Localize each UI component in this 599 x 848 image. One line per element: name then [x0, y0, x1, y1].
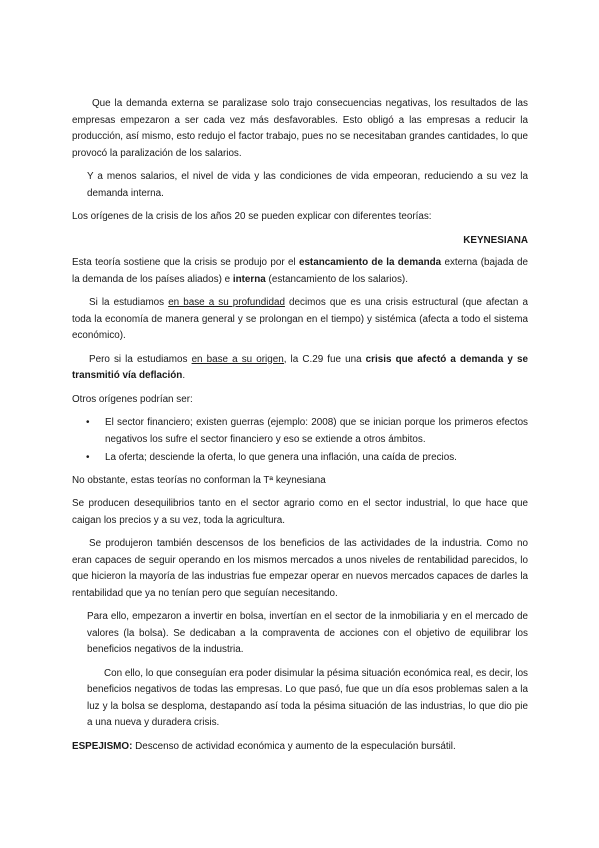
paragraph: Otros orígenes podrían ser: [72, 393, 193, 405]
text-run: Descenso de actividad económica y aumento de la especulación bursátil. [132, 740, 456, 752]
document-page [72, 96, 528, 762]
paragraph [72, 295, 528, 345]
text-run: (estancamiento de los salarios). [265, 273, 408, 285]
paragraph: Con ello, lo que conseguían era poder disimular la pésima situación económica real, es decir, los beneficios negativos de todas las empresas. Lo que pasó, fue que un día esos problemas salen a la luz y la bolsa se desploma, destapando así toda la pésima situación de las industrias, lo que dio pie a una nueva y duradera crisis. [87, 667, 528, 728]
list-item [72, 450, 528, 467]
paragraph: Los orígenes de la crisis de los años 20 se pueden explicar con diferentes teorías: [72, 211, 432, 222]
underlined-text: en base a su profundidad [168, 297, 285, 308]
bold-text: estancamiento de la demanda [298, 257, 442, 268]
text-run: Si la estudiamos [89, 297, 169, 308]
paragraph: No obstante, estas teorías no conforman la Tª keynesiana [72, 474, 326, 486]
section-heading: KEYNESIANA [463, 234, 528, 246]
paragraph: Se produjeron también descensos de los beneficios de las actividades de la industria. Como no eran capaces de seguir operando en los mismos mercados a unos niveles de rentabilidad parecidos, lo que hicieron la mayoría de las industrias fue empezar operar en nuevos mercados capaces de darles la rentabilidad que ya no tenían pero que seguían necesitando. [72, 538, 528, 599]
list-item-text: El sector financiero; existen guerras (ejemplo: 2008) que se inician porque los primeros efectos negativos los sufre el sector financiero y eso se extiende a otros ámbitos. [105, 417, 528, 445]
text-run: Pero si la estudiamos [89, 353, 192, 365]
paragraph [72, 739, 528, 756]
text-run: la C.29 fue una [286, 353, 366, 365]
bold-text: ESPEJISMO: [72, 740, 133, 752]
paragraph: Para ello, empezaron a invertir en bolsa, invertían en el sector de la inmobiliaria y en el mercado de valores (la bolsa). Se dedicaban a la compraventa de acciones con el objetivo de equilibrar los beneficios negativos de la industria. [87, 611, 528, 655]
paragraph: Y a menos salarios, el nivel de vida y las condiciones de vida empeoran, reduciendo a su vez la demanda interna. [87, 171, 528, 199]
paragraph: Que la demanda externa se paralizase solo trajo consecuencias negativas, los resultados de las empresas empezaron a ser cada vez más desfavorables. Esto obligó a las empresas a reducir la producción, así mismo, esto redujo el factor trabajo, pues no se necesitaban grandes cantidades, lo que provocó la paralización de los salarios. [72, 98, 528, 159]
list-item [72, 415, 528, 448]
paragraph: Se producen desequilibrios tanto en el sector agrario como en el sector industrial, lo que hace que caigan los precios y a su vez, toda la agricultura. [72, 498, 528, 526]
text-run: externa (bajada de la demanda de los países aliados) e [72, 257, 528, 285]
list-item-text: La oferta; desciende la oferta, lo que genera una inflación, una caída de precios. [105, 452, 457, 463]
bullet-icon: • [86, 452, 90, 463]
text-run: Esta teoría sostiene que la crisis se produjo por el [72, 257, 299, 268]
paragraph [72, 352, 528, 385]
bold-text: crisis que afectó a demanda y se transmitió vía deflación [72, 353, 528, 381]
text-run: decimos que es una crisis estructural (que afectan a toda la economía de manera general y se prolongan en el tiempo) y sistémica (afecta a todo el sistema económico). [72, 297, 528, 341]
bold-text: interna [232, 273, 266, 285]
underlined-text: en base a su origen, [191, 353, 287, 365]
text-run: . [182, 370, 186, 381]
bullet-list [72, 415, 528, 467]
paragraph [72, 255, 528, 288]
bullet-icon: • [86, 417, 90, 428]
